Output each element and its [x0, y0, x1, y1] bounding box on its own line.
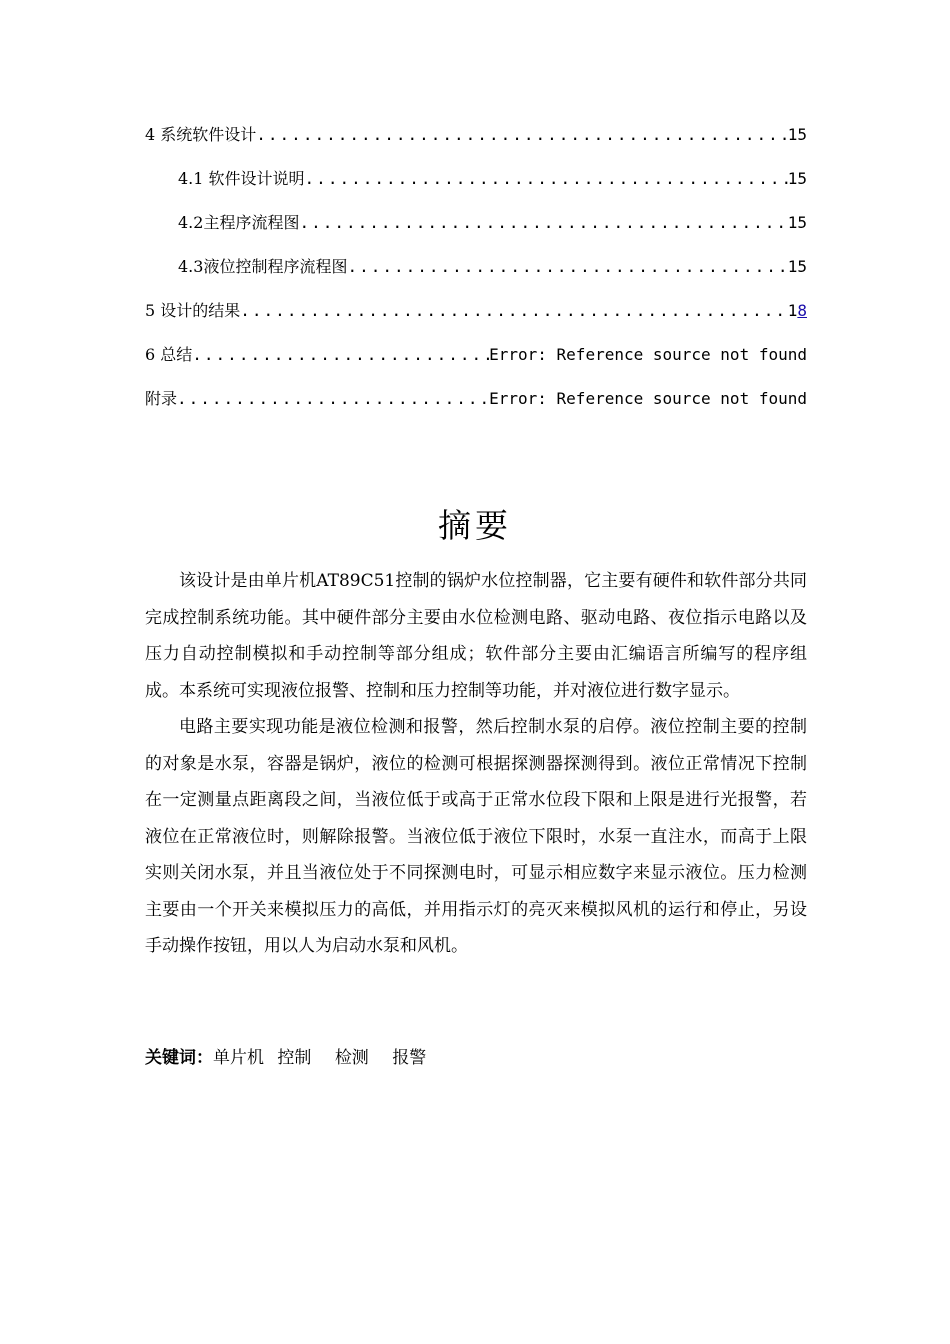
abstract-paragraph: 电路主要实现功能是液位检测和报警，然后控制水泵的启停。液位控制主要的控制的对象是水泵，容器是锅炉，液位的检测可根据探测器探测得到。液位正常情况下控制在一定测量点距离段之间，当液位低于或高于正常水位段下限和上限是进行光报警，若液位在正常液位时，则解除报警。当液位低于液位下限时，水泵一直注水，而高于上限实则关闭水泵，并且当液位处于不同探测电时，可显示相应数字来显示液位。压力检测主要由一个开关来模拟压力的高低，并用指示灯的亮灭来模拟风机的运行和停止，另设手动操作按钮，用以人为启动水泵和风机。	[145, 717, 807, 956]
toc-label: 附录	[145, 389, 178, 408]
toc-page-prefix: 1	[787, 301, 798, 320]
toc-label: 4.2主程序流程图	[178, 213, 300, 232]
abstract-paragraph: 该设计是由单片机AT89C51控制的锅炉水位控制器，它主要有硬件和软件部分共同完成控制系统功能。其中硬件部分主要由水位检测电路、驱动电路、夜位指示电路以及压力自动控制模拟和手动控制等部分组成；软件部分主要由汇编语言所编写的程序组成。本系统可实现液位报警、控制和压力控制等功能，并对液位进行数字显示。	[145, 571, 807, 701]
keyword: 检测	[334, 1048, 369, 1068]
toc-entry-5[interactable]	[145, 298, 807, 342]
toc-leader-dots	[305, 169, 788, 188]
table-of-contents	[145, 122, 807, 430]
toc-label: 4.3液位控制程序流程图	[178, 257, 348, 276]
toc-label: 4 系统软件设计	[145, 125, 257, 144]
toc-entry-appendix[interactable]	[145, 386, 807, 430]
toc-page-number: 15	[787, 125, 807, 144]
keyword: 报警	[392, 1048, 427, 1068]
toc-page-number: 15	[787, 169, 807, 188]
toc-leader-dots	[177, 389, 489, 408]
keyword: 控制	[277, 1048, 312, 1068]
toc-leader-dots	[347, 257, 787, 276]
toc-label: 5 设计的结果	[145, 301, 241, 320]
keyword: 单片机	[213, 1048, 264, 1068]
toc-leader-dots	[299, 213, 787, 232]
toc-leader-dots	[256, 125, 787, 144]
toc-label: 4.1 软件设计说明	[178, 169, 305, 188]
keywords-line	[145, 1043, 426, 1068]
toc-page-number: 15	[787, 213, 807, 232]
toc-entry-4-2[interactable]	[145, 210, 807, 254]
toc-entry-6[interactable]	[145, 342, 807, 386]
abstract-title: 摘要	[438, 506, 512, 545]
toc-page-error: Error: Reference source not found	[489, 389, 807, 408]
toc-entry-4[interactable]	[145, 122, 807, 166]
toc-entry-4-3[interactable]	[145, 254, 807, 298]
toc-leader-dots	[192, 345, 489, 364]
toc-label: 6 总结	[145, 345, 193, 364]
toc-entry-4-1[interactable]	[145, 166, 807, 210]
keywords-label: 关键词：	[145, 1048, 213, 1068]
toc-page-number: 15	[787, 257, 807, 276]
toc-page-link[interactable]: 8	[797, 301, 807, 320]
abstract-body	[145, 563, 807, 965]
toc-page-number	[788, 301, 807, 320]
toc-page-error: Error: Reference source not found	[489, 345, 807, 364]
toc-leader-dots	[240, 301, 787, 320]
